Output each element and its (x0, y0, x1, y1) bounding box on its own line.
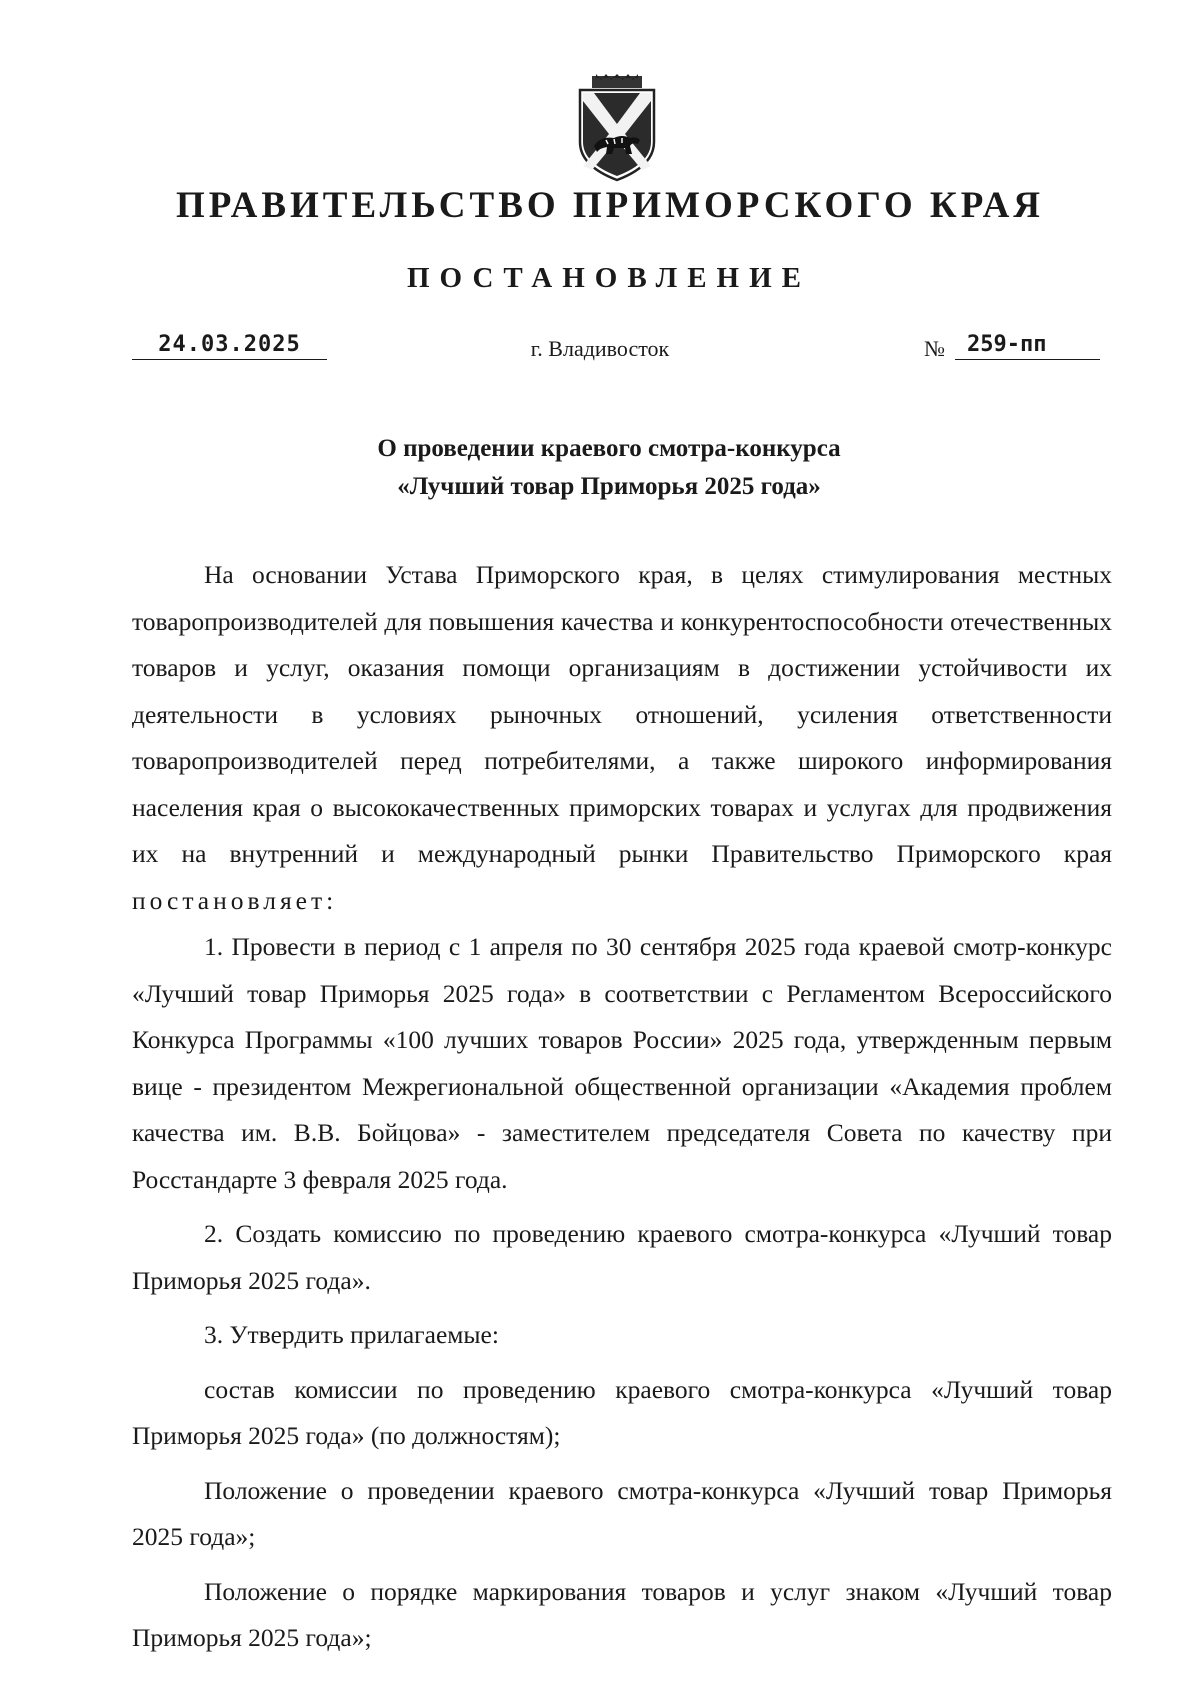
item-1-paragraph: 1. Провести в период с 1 апреля по 30 сентября 2025 года краевой смотр-конкурс «Лучший товар Приморья 2025 года» в соответствии с Регламентом Всероссийского Конкурса Программы «100 лучших товаров России» 2025 года, утвержденным первым вице - президентом Межрегиональной общественной организации «Академия проблем качества им. В.В. Бойцова» - заместителем председателя Совета по качеству при Росстандарте 3 февраля 2025 года. (132, 932, 1112, 1194)
sub-item-1-paragraph: состав комиссии по проведению краевого смотра-конкурса «Лучший товар Приморья 2025 года» (по должностям); (132, 1374, 1112, 1450)
sub-item-2-paragraph: Положение о проведении краевого смотра-конкурса «Лучший товар Приморья 2025 года»; (132, 1475, 1112, 1551)
document-subject (0, 430, 1200, 506)
item-3-paragraph: 3. Утвердить прилагаемые: (204, 1320, 499, 1349)
document-meta (0, 332, 1200, 372)
item-2-paragraph: 2. Создать комиссию по проведению краевого смотра-конкурса «Лучший товар Приморья 2025 года». (132, 1219, 1112, 1295)
coat-of-arms-icon (570, 74, 664, 184)
subject-line-2: «Лучший товар Приморья 2025 года» (397, 473, 821, 500)
document-city: г. Владивосток (530, 336, 670, 361)
preamble-text: На основании Устава Приморского края, в целях стимулирования местных товаропроизводителей для повышения качества и конкурентоспособности отечественных товаров и услуг, оказания помощи организациям в достижении устойчивости их деятельности в условиях рыночных отношений, усиления ответственности товаропроизводителей перед потребителями, а также широкого информирования населения края о высококачественных приморских товарах и услугах для продвижения их на внутренний и международный рынки Правительство Приморского края (132, 560, 1112, 868)
document-date: 24.03.2025 (132, 332, 327, 360)
number-sign: № (924, 336, 945, 361)
government-title: ПРАВИТЕЛЬСТВО ПРИМОРСКОГО КРАЯ (175, 185, 1045, 226)
document-type: ПОСТАНОВЛЕНИЕ (406, 262, 811, 294)
document-number: 259-пп (955, 332, 1100, 360)
preamble-paragraph (132, 552, 1112, 924)
sub-item-3-paragraph: Положение о порядке маркирования товаров и услуг знаком «Лучший товар Приморья 2025 года»; (132, 1576, 1112, 1652)
subject-line-1: О проведении краевого смотра-конкурса (377, 435, 841, 462)
preamble-keyword: постановляет: (132, 885, 338, 915)
document-body (132, 552, 1112, 1662)
